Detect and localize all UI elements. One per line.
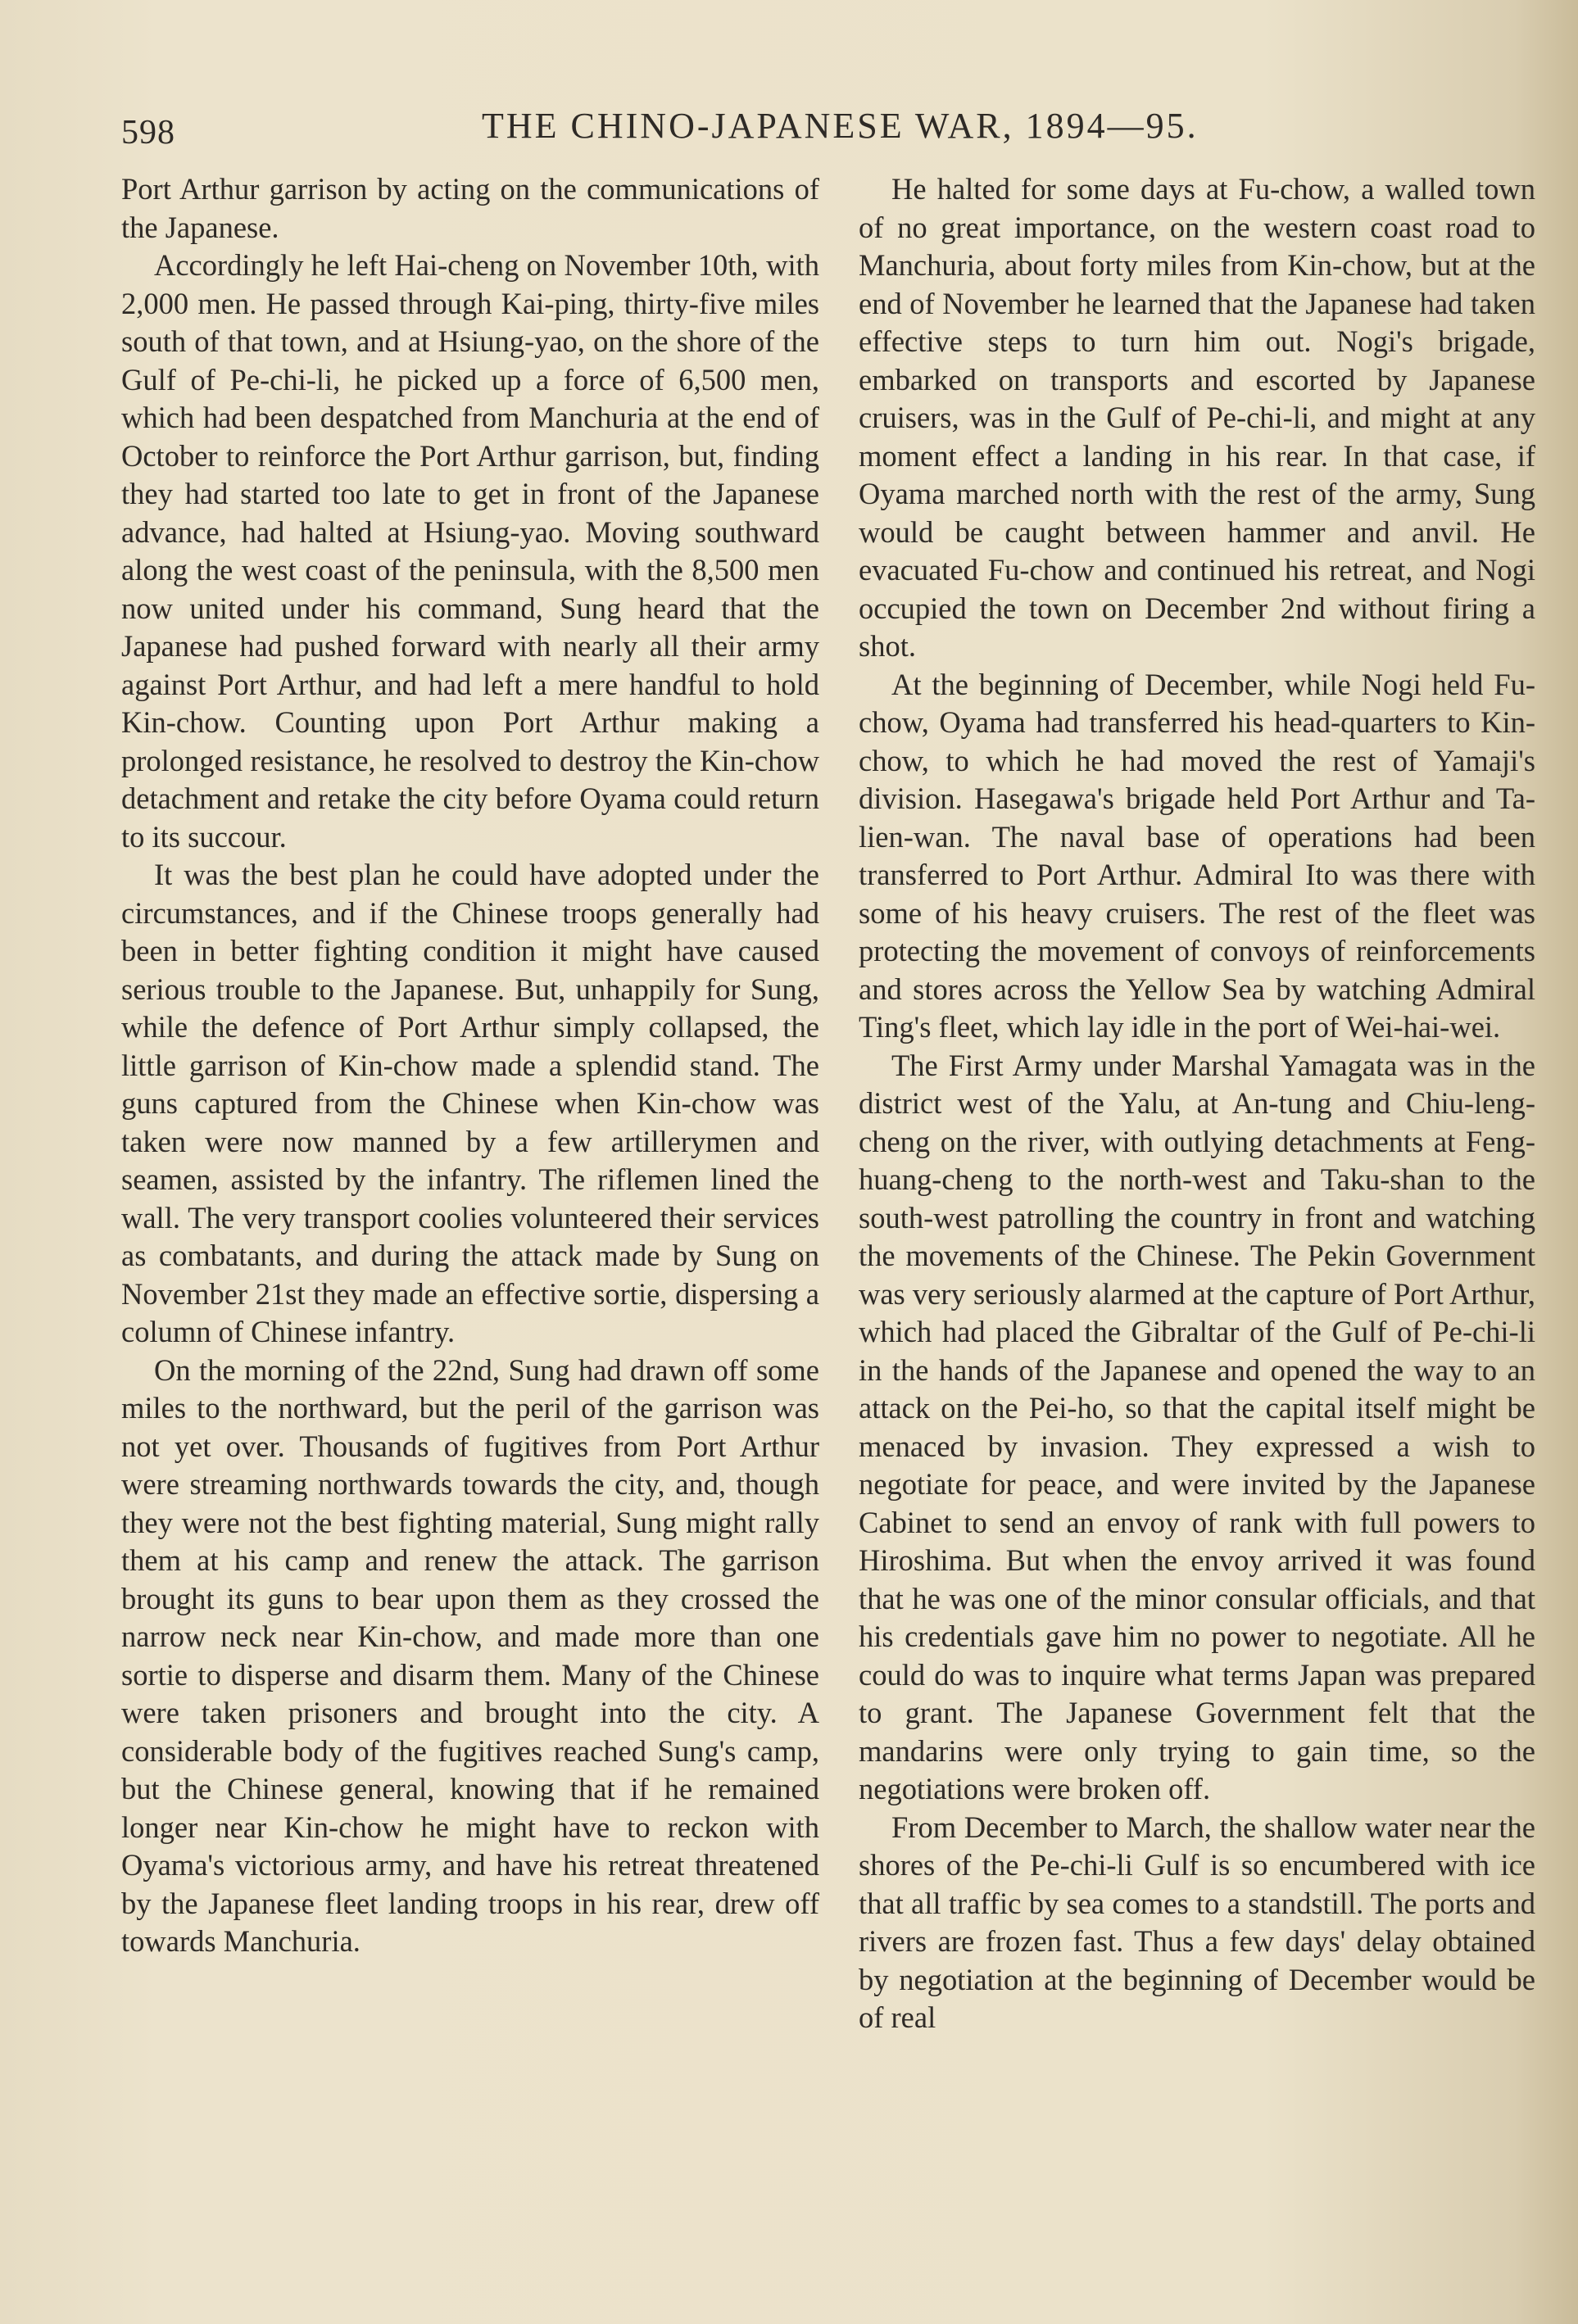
paragraph: The First Army under Marshal Yamagata was in the district west of the Yalu, at An-tung and Chiu-leng-cheng on the river, with outlying detachments at Feng-huang-cheng to the north-west and Taku-shan to the south-west patrolling the country in front and watching the movements of the Chinese. The Pekin Government was very seriously alarmed at the capture of Port Arthur, which had placed the Gibraltar of the Gulf of Pe-chi-li in the hands of the Japanese and opened the way to an attack on the Pei-ho, so that the capital itself might be menaced by invasion. They expressed a wish to negotiate for peace, and were invited by the Japanese Cabinet to send an envoy of rank with full powers to Hiroshima. But when the envoy arrived it was found that he was one of the minor consular officials, and that his credentials gave him no power to negotiate. All he could do was to inquire what terms Japan was prepared to grant. The Japanese Government felt that the mandarins were only trying to gain time, so the negotiations were broken off.	[859, 1048, 1535, 1805]
paragraph: He halted for some days at Fu-chow, a walled town of no great importance, on the western coast road to Manchuria, about forty miles from Kin-chow, but at the end of November he learned that the Japanese had taken effective steps to turn him out. Nogi's brigade, embarked on transports and escorted by Japanese cruisers, was in the Gulf of Pe-chi-li, and might at any moment effect a landing in his rear. In that case, if Oyama marched north with the rest of the army, Sung would be caught between hammer and anvil. He evacuated Fu-chow and continued his retreat, and Nogi occupied the town on December 2nd without firing a shot.	[859, 172, 1535, 663]
paragraph: At the beginning of December, while Nogi held Fu-chow, Oyama had transferred his head-quarters to Kin-chow, to which he had moved the rest of Yamaji's division. Hasegawa's brigade held Port Arthur and Ta-lien-wan. The naval base of operations had been transferred to Port Arthur. Admiral Ito was there with some of his heavy cruisers. The rest of the fleet was protecting the movement of convoys of reinforcements and stores across the Yellow Sea by watching Admiral Ting's fleet, which lay idle in the port of Wei-hai-wei.	[859, 667, 1535, 1044]
paragraph: It was the best plan he could have adopted under the circumstances, and if the Chinese troops generally had been in better fighting condition it might have caused serious trouble to the Japanese. But, unhappily for Sung, while the defence of Port Arthur simply collapsed, the little garrison of Kin-chow made a splendid stand. The guns captured from the Chinese when Kin-chow was taken were now manned by a few artillerymen and seamen, assisted by the infantry. The riflemen lined the wall. The very transport coolies volunteered their services as combatants, and during the attack made by Sung on November 21st they made an effective sortie, dispersing a column of Chinese infantry.	[121, 858, 819, 1348]
paragraph: Port Arthur garrison by acting on the communications of the Japanese.	[121, 172, 819, 244]
left-column	[121, 170, 819, 1961]
page-number: 598	[121, 114, 175, 152]
paragraph: Accordingly he left Hai-cheng on November 10th, with 2,000 men. He passed through Kai-ping, thirty-five miles south of that town, and at Hsiung-yao, on the shore of the Gulf of Pe-chi-li, he picked up a force of 6,500 men, which had been despatched from Manchuria at the end of October to reinforce the Port Arthur garrison, but, finding they had started too late to get in front of the Japanese advance, had halted at Hsiung-yao. Moving southward along the west coast of the peninsula, with the 8,500 men now united under his command, Sung heard that the Japanese had pushed forward with nearly all their army against Port Arthur, and had left a mere handful to hold Kin-chow. Counting upon Port Arthur making a prolonged resistance, he resolved to destroy the Kin-chow detachment and retake the city before Oyama could return to its succour.	[121, 248, 819, 854]
running-title: THE CHINO-JAPANESE WAR, 1894—95.	[482, 106, 1199, 146]
right-column	[859, 170, 1535, 2037]
page-header	[121, 105, 1432, 154]
paragraph: From December to March, the shallow water near the shores of the Pe-chi-li Gulf is so encumbered with ice that all traffic by sea comes to a standstill. The ports and rivers are frozen fast. Thus a few days' delay obtained by negotiation at the beginning of December would be of real	[859, 1810, 1535, 2034]
paragraph: On the morning of the 22nd, Sung had drawn off some miles to the northward, but the peril of the garrison was not yet over. Thousands of fugitives from Port Arthur were streaming northwards towards the city, and, though they were not the best fighting material, Sung might rally them at his camp and renew the attack. The garrison brought its guns to bear upon them as they crossed the narrow neck near Kin-chow, and made more than one sortie to disperse and disarm them. Many of the Chinese were taken prisoners and brought into the city. A considerable body of the fugitives reached Sung's camp, but the Chinese general, knowing that if he remained longer near Kin-chow he might have to reckon with Oyama's victorious army, and have his retreat threatened by the Japanese fleet landing troops in his rear, drew off towards Manchuria.	[121, 1352, 819, 1958]
